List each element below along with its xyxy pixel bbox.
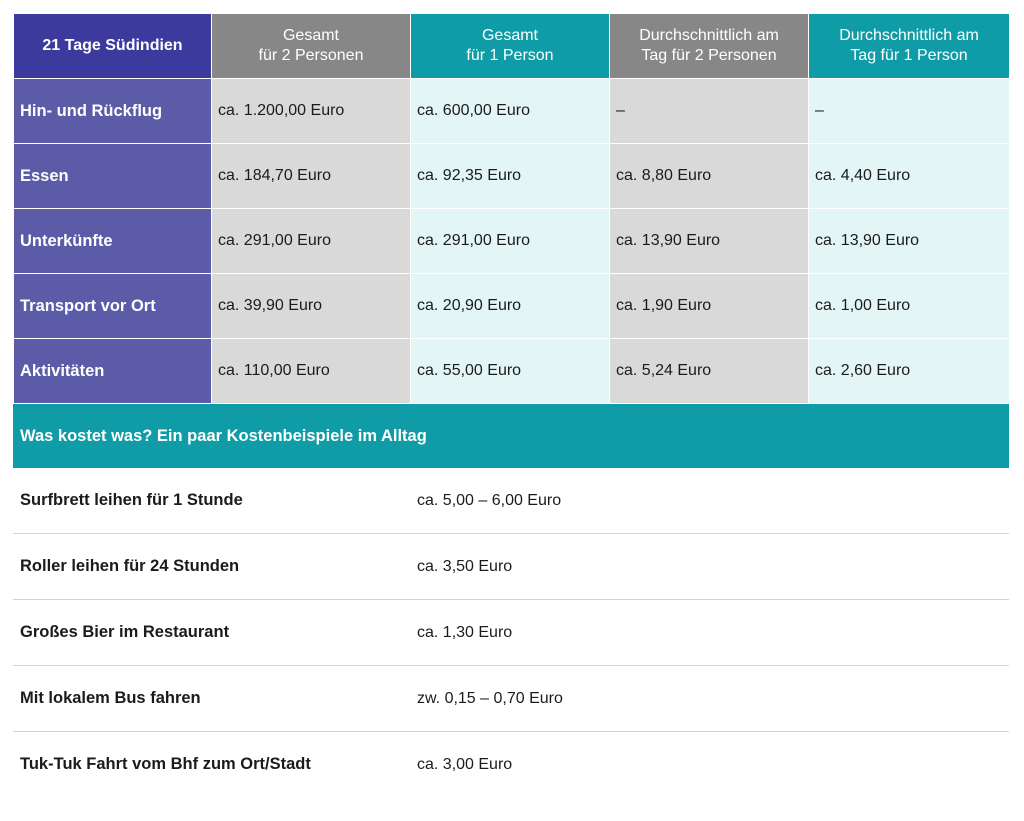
cell-day-2: ca. 5,24 Euro: [610, 339, 809, 404]
cost-overview: [13, 13, 1009, 797]
header-line: für 1 Person: [466, 47, 554, 64]
header-line: Tag für 1 Person: [850, 47, 968, 64]
example-label: Großes Bier im Restaurant: [20, 623, 230, 641]
examples-list: [13, 468, 1009, 797]
cell-total-2: ca. 110,00 Euro: [212, 339, 411, 404]
cell-day-2: ca. 13,90 Euro: [610, 209, 809, 274]
cell-day-1: ca. 13,90 Euro: [809, 209, 1010, 274]
header-line: Durchschnittlich am: [839, 27, 979, 44]
cell-day-1: –: [809, 79, 1010, 144]
table-title: 21 Tage Südindien: [14, 14, 212, 79]
example-value: zw. 0,15 – 0,70 Euro: [417, 690, 563, 707]
header-daily-1-person: [809, 14, 1010, 79]
cell-total-1: ca. 92,35 Euro: [411, 144, 610, 209]
header-line: Gesamt: [481, 27, 538, 44]
list-item: [13, 666, 1009, 732]
cell-total-1: ca. 20,90 Euro: [411, 274, 610, 339]
row-label: Unterkünfte: [14, 209, 212, 274]
example-value: ca. 3,50 Euro: [417, 558, 513, 575]
row-label: Essen: [14, 144, 212, 209]
example-value: ca. 3,00 Euro: [417, 756, 513, 773]
example-label: Mit lokalem Bus fahren: [20, 689, 201, 707]
row-label: Aktivitäten: [14, 339, 212, 404]
cell-total-1: ca. 291,00 Euro: [411, 209, 610, 274]
list-item: [13, 732, 1009, 797]
header-total-1-person: [411, 14, 610, 79]
header-line: Gesamt: [282, 27, 339, 44]
cell-day-1: ca. 2,60 Euro: [809, 339, 1010, 404]
header-total-2-persons: [212, 14, 411, 79]
example-label: Tuk-Tuk Fahrt vom Bhf zum Ort/Stadt: [20, 755, 311, 773]
table-row: [14, 209, 1010, 274]
header-daily-2-persons: [610, 14, 809, 79]
row-label: Hin- und Rückflug: [14, 79, 212, 144]
cell-day-1: ca. 4,40 Euro: [809, 144, 1010, 209]
row-label: Transport vor Ort: [14, 274, 212, 339]
header-line: Tag für 2 Personen: [641, 47, 777, 64]
example-label: Roller leihen für 24 Stunden: [20, 557, 240, 575]
cell-day-2: –: [610, 79, 809, 144]
cost-table: [13, 13, 1010, 404]
header-line: Durchschnittlich am: [639, 27, 779, 44]
cell-total-1: ca. 600,00 Euro: [411, 79, 610, 144]
cell-total-2: ca. 291,00 Euro: [212, 209, 411, 274]
cell-day-2: ca. 1,90 Euro: [610, 274, 809, 339]
examples-banner: Was kostet was? Ein paar Kostenbeispiele im Alltag: [13, 404, 1009, 468]
cell-total-2: ca. 39,90 Euro: [212, 274, 411, 339]
cell-total-1: ca. 55,00 Euro: [411, 339, 610, 404]
example-value: ca. 1,30 Euro: [417, 624, 513, 641]
header-line: für 2 Personen: [258, 47, 364, 64]
list-item: [13, 534, 1009, 600]
table-row: [14, 79, 1010, 144]
table-row: [14, 274, 1010, 339]
table-header-row: [14, 14, 1010, 79]
example-value: ca. 5,00 – 6,00 Euro: [417, 492, 562, 509]
cell-day-2: ca. 8,80 Euro: [610, 144, 809, 209]
example-label: Surfbrett leihen für 1 Stunde: [20, 491, 243, 509]
cell-day-1: ca. 1,00 Euro: [809, 274, 1010, 339]
list-item: [13, 468, 1009, 534]
table-row: [14, 144, 1010, 209]
list-item: [13, 600, 1009, 666]
cell-total-2: ca. 184,70 Euro: [212, 144, 411, 209]
table-row: [14, 339, 1010, 404]
cell-total-2: ca. 1.200,00 Euro: [212, 79, 411, 144]
